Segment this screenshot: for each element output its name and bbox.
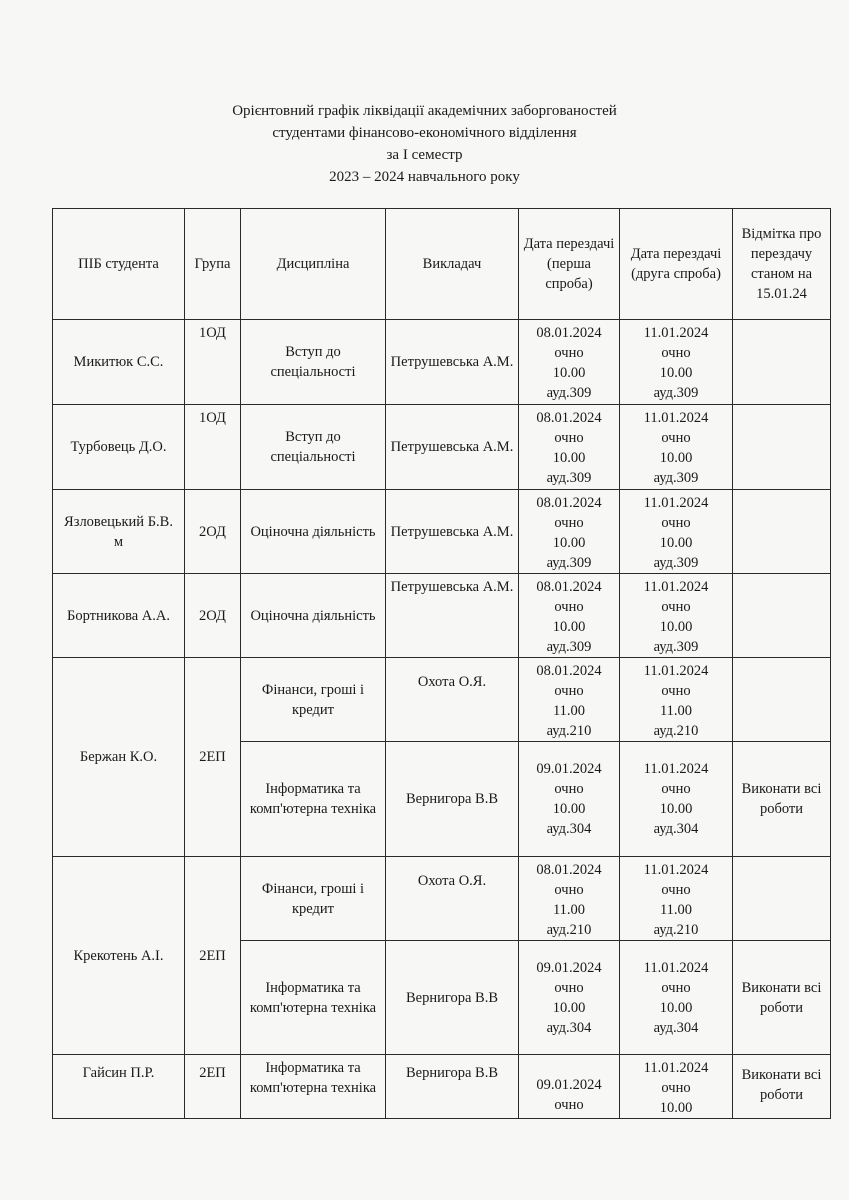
date1-date: 09.01.2024 [536,761,602,777]
date1-cell [519,490,620,574]
date2-mode: очно [661,345,691,361]
date1-cell [519,1055,620,1119]
date2-mode: очно [661,515,691,531]
date1-date: 09.01.2024 [536,959,602,976]
discipline-cell: Вступ до спеціальності [241,405,386,490]
date1-date: 08.01.2024 [536,579,602,595]
discipline-cell: Фінанси, гроші і кредит [241,857,386,941]
date2-room: ауд.309 [653,385,699,401]
student-name: Гайсин П.Р. [53,1055,185,1119]
header-teacher: Викладач [386,209,519,320]
date1-time: 11.00 [552,703,586,719]
date2-date: 11.01.2024 [643,325,709,341]
date1-mode: очно [554,1097,584,1113]
student-name: Микитюк С.С. [53,320,185,405]
date2-mode: очно [661,599,691,615]
date1-date: 08.01.2024 [536,495,602,511]
header-group: Група [185,209,241,320]
discipline-cell: Фінанси, гроші і кредит [241,658,386,742]
table-row [53,320,831,405]
date1-mode: очно [554,781,584,797]
date1-room: ауд.304 [546,821,592,837]
date2-date: 11.01.2024 [643,862,709,878]
title-line-1: Орієнтовний графік ліквідації академічних заборгованостей [232,103,617,119]
header-mark: Відмітка про перездачу станом на 15.01.24 [733,209,831,320]
date2-cell [620,742,733,857]
table-row [53,405,831,490]
discipline-cell: Інформатика та комп'ютерна техніка [241,742,386,857]
date2-time: 10.00 [659,619,693,635]
teacher-cell: Петрушевська А.М. [386,405,519,490]
group-cell: 2ЕП [185,658,241,857]
date2-time: 10.00 [659,1100,693,1116]
teacher-cell: Охота О.Я. [386,658,519,742]
date1-mode: очно [554,599,584,615]
date2-time: 10.00 [659,450,693,466]
mark-cell: Виконати всі роботи [733,941,831,1055]
mark-cell [733,658,831,742]
date1-mode: очно [554,515,584,531]
mark-cell: Виконати всі роботи [733,742,831,857]
date2-room: ауд.309 [653,470,699,486]
teacher-cell: Вернигора В.В [386,1055,519,1119]
date1-mode: очно [554,683,584,699]
mark-cell [733,405,831,490]
date1-date: 08.01.2024 [536,325,602,341]
date1-date: 08.01.2024 [536,410,602,426]
mark-cell [733,490,831,574]
date2-cell [620,658,733,742]
date1-time: 10.00 [552,365,586,381]
table-row [53,574,831,658]
date1-mode: очно [554,430,584,446]
date2-room: ауд.210 [653,723,699,739]
teacher-cell: Петрушевська А.М. [386,320,519,405]
date2-time: 10.00 [659,535,693,551]
document-title [0,100,849,188]
date1-time: 10.00 [552,999,586,1016]
date1-mode: очно [554,882,584,898]
teacher-cell: Петрушевська А.М. [386,574,519,658]
date2-date: 11.01.2024 [643,959,709,976]
date2-date: 11.01.2024 [643,579,709,595]
header-student: ПІБ студента [53,209,185,320]
date1-room: ауд.309 [546,639,592,655]
date2-mode: очно [661,683,691,699]
student-name: Крекотень А.І. [53,857,185,1055]
teacher-cell: Вернигора В.В [386,941,519,1055]
date1-date: 08.01.2024 [536,663,602,679]
date1-time: 10.00 [552,619,586,635]
group-cell: 1ОД [185,405,241,490]
date1-time: 10.00 [552,450,586,466]
date2-date: 11.01.2024 [643,495,709,511]
discipline-cell: Інформатика та комп'ютерна техніка [241,941,386,1055]
date2-mode: очно [661,1080,691,1096]
date2-mode: очно [661,882,691,898]
group-cell: 2ОД [185,574,241,658]
discipline-cell: Інформатика та комп'ютерна техніка [241,1055,386,1119]
date2-mode: очно [661,979,691,996]
date2-cell [620,941,733,1055]
date1-room: ауд.304 [546,1019,592,1036]
schedule-table [52,208,831,1119]
student-name: Бортникова А.А. [53,574,185,658]
date2-room: ауд.210 [653,922,699,938]
date1-cell [519,658,620,742]
date2-cell [620,320,733,405]
header-date2: Дата перездачі (друга спроба) [620,209,733,320]
date2-room: ауд.309 [653,555,699,571]
mark-cell [733,320,831,405]
discipline-cell: Оціночна діяльність [241,490,386,574]
student-name: Турбовець Д.О. [53,405,185,490]
date2-date: 11.01.2024 [643,761,709,777]
student-name: Бержан К.О. [53,658,185,857]
date1-mode: очно [554,345,584,361]
date2-time: 10.00 [659,801,693,817]
date1-cell [519,857,620,941]
discipline-cell: Вступ до спеціальності [241,320,386,405]
date1-room: ауд.210 [546,922,592,938]
discipline-cell: Оціночна діяльність [241,574,386,658]
table-row [53,1055,831,1119]
mark-cell [733,574,831,658]
header-discipline: Дисципліна [241,209,386,320]
date2-cell [620,1055,733,1119]
date2-time: 11.00 [659,902,693,918]
date1-cell [519,941,620,1055]
table-row [53,490,831,574]
group-cell: 2ОД [185,490,241,574]
date1-cell [519,574,620,658]
date1-room: ауд.309 [546,555,592,571]
date1-cell [519,405,620,490]
date1-room: ауд.210 [546,723,592,739]
date1-room: ауд.309 [546,470,592,486]
date1-mode: очно [554,979,584,996]
title-line-4: 2023 – 2024 навчального року [329,169,520,185]
title-line-2: студентами фінансово-економічного відділення [272,125,577,141]
date2-date: 11.01.2024 [643,1060,709,1076]
group-cell: 1ОД [185,320,241,405]
date1-time: 10.00 [552,535,586,551]
student-name: Язловецький Б.В. [64,513,173,530]
header-row [53,209,831,320]
date2-cell [620,857,733,941]
date1-cell [519,742,620,857]
header-date1: Дата перездачі (перша спроба) [519,209,620,320]
date1-date: 09.01.2024 [536,1077,602,1093]
date1-time: 10.00 [552,801,586,817]
date2-cell [620,405,733,490]
group-cell: 2ЕП [185,857,241,1055]
date2-room: ауд.304 [653,1019,699,1036]
date1-time: 11.00 [552,902,586,918]
date2-room: ауд.304 [653,821,699,837]
date2-time: 10.00 [659,999,693,1016]
table-row [53,658,831,742]
mark-cell [733,857,831,941]
table-row [53,857,831,941]
teacher-cell: Вернигора В.В [386,742,519,857]
date2-time: 10.00 [659,365,693,381]
group-cell: 2ЕП [185,1055,241,1119]
date2-mode: очно [661,781,691,797]
teacher-cell: Петрушевська А.М. [386,490,519,574]
date2-room: ауд.309 [653,639,699,655]
date2-cell [620,574,733,658]
student-note: м [113,533,124,550]
date2-mode: очно [661,430,691,446]
teacher-cell: Охота О.Я. [386,857,519,941]
student-name-cell [53,490,185,574]
date1-cell [519,320,620,405]
title-line-3: за І семестр [386,147,463,163]
date1-date: 08.01.2024 [536,862,602,878]
date1-room: ауд.309 [546,385,592,401]
date2-time: 11.00 [659,703,693,719]
date2-date: 11.01.2024 [643,663,709,679]
date2-date: 11.01.2024 [643,410,709,426]
mark-cell: Виконати всі роботи [733,1055,831,1119]
date2-cell [620,490,733,574]
